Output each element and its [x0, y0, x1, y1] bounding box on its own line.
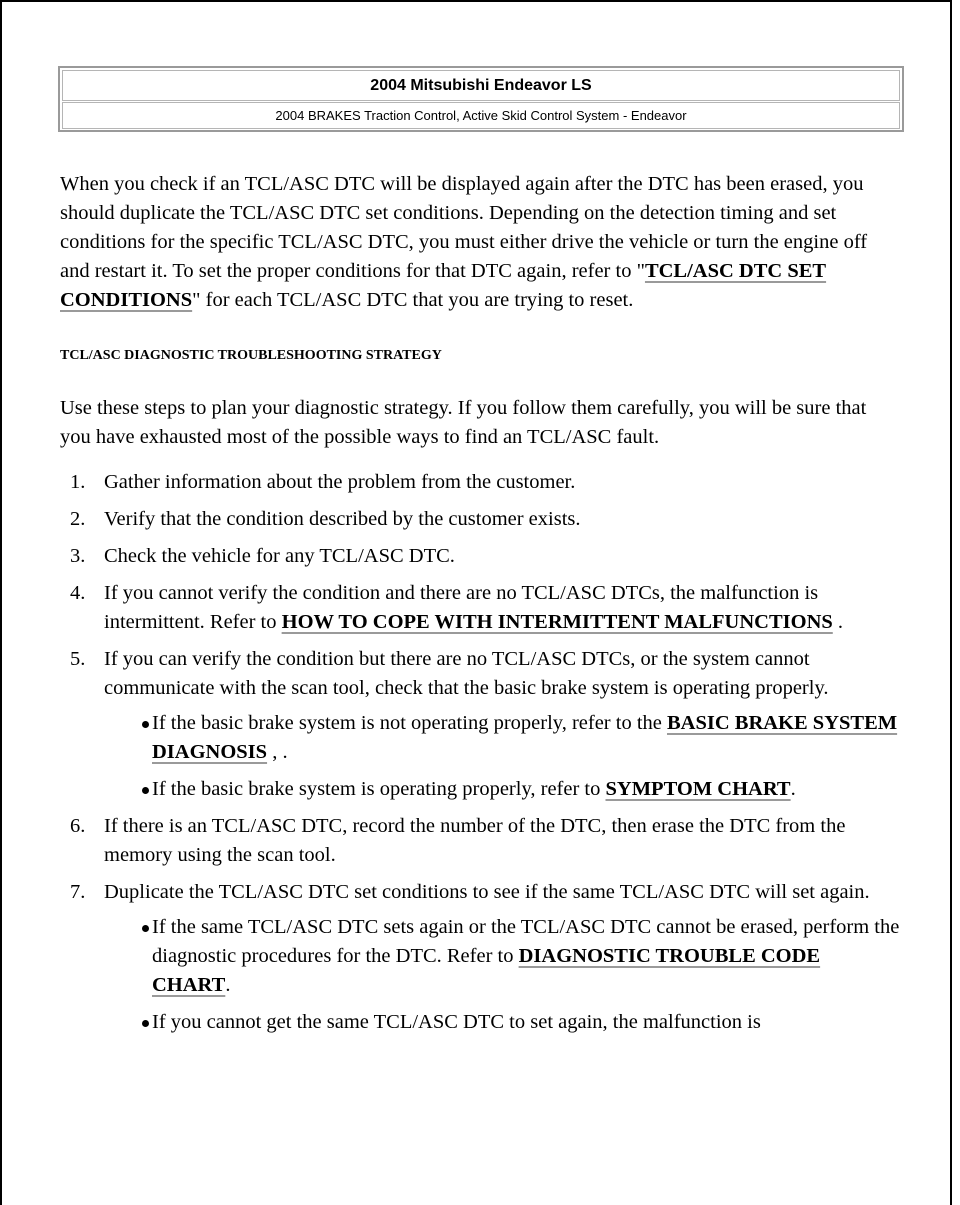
step-number: 6.: [70, 815, 86, 837]
bullet-icon: [142, 1020, 149, 1027]
symptom-chart-link[interactable]: SYMPTOM CHART: [605, 778, 791, 800]
step-number: 3.: [70, 545, 86, 567]
step-text: If you can verify the condition but there are no TCL/ASC DTCs, or the system cannot communicate with the scan tool, check that the basic brake system is operating properly.: [104, 648, 829, 699]
sub-item-text-end: .: [790, 778, 796, 800]
step-text: Check the vehicle for any TCL/ASC DTC.: [104, 545, 455, 567]
step-item: [60, 645, 900, 804]
intermittent-malfunctions-link[interactable]: HOW TO COPE WITH INTERMITTENT MALFUNCTIONS: [281, 611, 833, 633]
bullet-icon: [142, 721, 149, 728]
bullet-icon: [142, 925, 149, 932]
sub-item-text-end: .: [225, 974, 231, 996]
step-item: [60, 505, 900, 534]
step-text: If there is an TCL/ASC DTC, record the number of the DTC, then erase the DTC from the memory using the scan tool.: [104, 815, 846, 866]
sub-item-text: If the basic brake system is not operating properly, refer to the: [152, 712, 667, 734]
page-frame-right: [950, 0, 952, 1205]
intro-text: When you check if an TCL/ASC DTC will be displayed again after the DTC has been erased, you should duplicate the TCL/ASC DTC set conditions. Depending on the detection timing and set conditions for the specific TCL/ASC DTC, you must either drive the vehicle or turn the engine off and restart it. To set the proper conditions for that DTC again, refer to ": [60, 173, 868, 282]
step-text: Gather information about the problem from the customer.: [104, 471, 576, 493]
sub-item: [104, 1008, 900, 1037]
step-number: 4.: [70, 582, 86, 604]
page-frame-left: [0, 0, 2, 1205]
step-number: 2.: [70, 508, 86, 530]
step-item: [60, 579, 900, 637]
step-text: If you cannot verify the condition and there are no TCL/ASC DTCs, the malfunction is intermittent. Refer to: [104, 582, 819, 633]
strategy-steps: [60, 468, 900, 1037]
sub-item-text: If the same TCL/ASC DTC sets again or the TCL/ASC DTC cannot be erased, perform the diagnostic procedures for the DTC. Refer to: [152, 916, 900, 967]
step-item: [60, 878, 900, 1037]
step-item: [60, 812, 900, 870]
sub-item: [104, 775, 900, 804]
section-heading: TCL/ASC DIAGNOSTIC TROUBLESHOOTING STRATEGY: [60, 348, 442, 363]
dtc-set-conditions-link[interactable]: TCL/ASC DTC SET CONDITIONS: [60, 260, 827, 311]
sub-list: [104, 913, 900, 1037]
step-text: Duplicate the TCL/ASC DTC set conditions to see if the same TCL/ASC DTC will set again.: [104, 881, 870, 903]
document-body: [60, 170, 900, 1045]
vehicle-title: 2004 Mitsubishi Endeavor LS: [62, 70, 900, 101]
section-subtitle: 2004 BRAKES Traction Control, Active Skid Control System - Endeavor: [62, 102, 900, 129]
sub-item-text-end: , .: [267, 741, 288, 763]
sub-list: [104, 709, 900, 804]
sub-item-text: If the basic brake system is operating properly, refer to: [152, 778, 606, 800]
diagnostic-trouble-code-chart-link[interactable]: DIAGNOSTIC TROUBLE CODE CHART: [152, 945, 821, 996]
page-frame-top: [0, 0, 952, 2]
step-number: 1.: [70, 471, 86, 493]
bullet-icon: [142, 787, 149, 794]
basic-brake-system-diagnosis-link[interactable]: BASIC BRAKE SYSTEM DIAGNOSIS: [152, 712, 898, 763]
step-number: 5.: [70, 648, 86, 670]
step-item: [60, 468, 900, 497]
step-item: [60, 542, 900, 571]
sub-item: [104, 913, 900, 1000]
intro-text-end: " for each TCL/ASC DTC that you are trying to reset.: [192, 289, 634, 311]
sub-item: [104, 709, 900, 767]
step-text-end: .: [832, 611, 844, 633]
step-number: 7.: [70, 881, 86, 903]
sub-item-text: If you cannot get the same TCL/ASC DTC to set again, the malfunction is: [152, 1011, 761, 1033]
step-text: Verify that the condition described by the customer exists.: [104, 508, 581, 530]
intro-paragraph: [60, 170, 900, 315]
strategy-intro: Use these steps to plan your diagnostic strategy. If you follow them carefully, you will be sure that you have exhausted most of the possible ways to find an TCL/ASC fault.: [60, 397, 867, 448]
document-header: [58, 66, 904, 132]
